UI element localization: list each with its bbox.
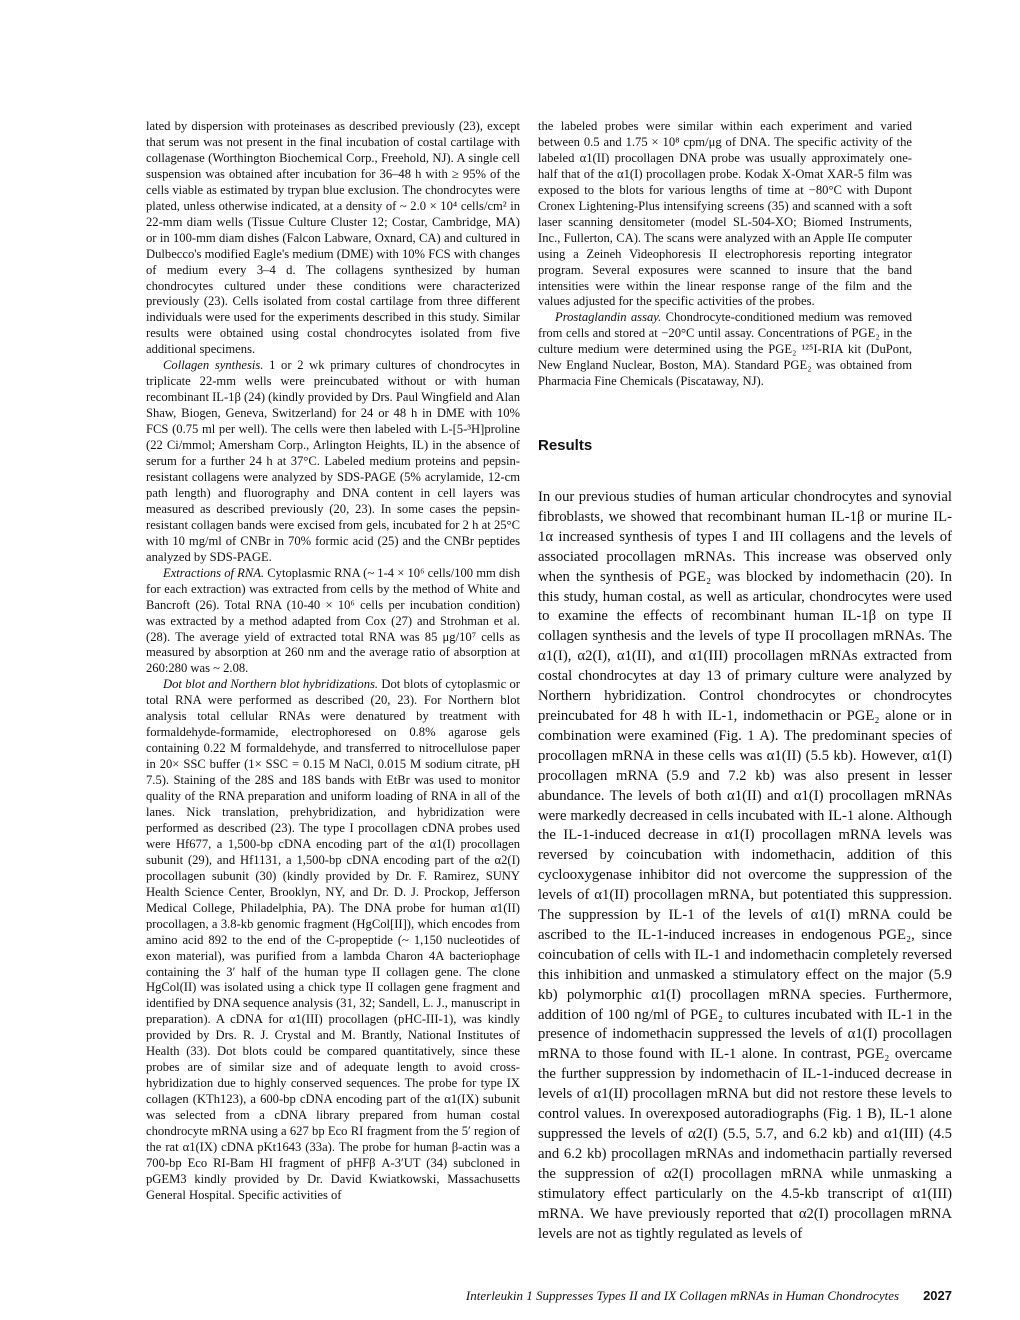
methods-paragraph-probe-activity: the labeled probes were similar within each experiment and varied between 0.5 and 1.75 × 10⁸ cpm/μg of DNA. The specific activity of the labeled α1(II) procollagen DNA probe was usually approximately one-half that of the α1(I) procollagen probe. Kodak X-Omat XAR-5 film was exposed to the blots for various lengths of time at −80°C with Dupont Cronex Lightening-Plus intensifying screens (35) and scanned with a soft laser scanning densitometer (model SL-504-XO; Biomed Instruments, Inc., Fullerton, CA). The scans were analyzed with an Apple IIe computer using a Zeineh Videophoresis II electrophoresis reporting integrator program. Several exposures were scanned to insure that the band intensities were within the linear response range of the film and the values adjusted for the specific activities of the probes.	[538, 119, 912, 309]
right-column	[538, 119, 912, 390]
results-heading: Results	[538, 437, 593, 454]
subheading-collagen-synthesis: Collagen synthesis.	[163, 358, 264, 373]
page-footer	[410, 1288, 952, 1304]
prostaglandin-assay-text: Chondrocyte-conditioned medium was removed from cells and stored at −20°C until assay. Concentrations of PGE₂ in the culture medium were determined using the PGE₂ ¹²⁵I-RIA kit (DuPont, New England Nuclear, Boston, MA). Standard PGE₂ was obtained from Pharmacia Fine Chemicals (Piscataway, NJ).	[538, 310, 912, 389]
rna-extraction-text: Cytoplasmic RNA (~ 1-4 × 10⁶ cells/100 mm dish for each extraction) was extracted from cells by the method of White and Bancroft (26). Total RNA (10-40 × 10⁶ cells per incubation condition) was extracted by a method adapted from Cox (27) and Strohman et al. (28). The average yield of extracted total RNA was 85 μg/10⁷ cells as measured by absorption at 260 nm and the average ratio of absorption at 260:280 was ~ 2.08.	[146, 565, 520, 676]
methods-paragraph-cell-isolation: lated by dispersion with proteinases as described previously (23), except that serum was not present in the final incubation of costal cartilage with collagenase (Worthington Biochemical Corp., Freehold, NJ). A single cell suspension was obtained after incubation for 36–48 h with ≥ 95% of the cells viable as estimated by trypan blue exclusion. The chondrocytes were plated, unless otherwise indicated, at a density of ~ 2.0 × 10⁴ cells/cm² in 22-mm diam wells (Tissue Culture Cluster 12; Costar, Cambridge, MA) or in 100-mm diam dishes (Falcon Labware, Oxnard, CA) and cultured in Dulbecco's modified Eagle's medium (DME) with 10% FCS with changes of medium every 3–4 d. The collagens synthesized by human chondrocytes cultured under these conditions were characterized previously (23). Cells isolated from costal cartilage from three different individuals were used for the experiments described in this study. Similar results were obtained using costal chondrocytes isolated from five additional specimens.	[146, 119, 520, 357]
methods-paragraph-rna-extraction	[146, 566, 520, 678]
subheading-rna-extraction: Extractions of RNA.	[163, 565, 265, 580]
running-title: Interleukin 1 Suppresses Types II and IX Collagen mRNAs in Human Chondrocytes	[465, 1288, 900, 1303]
subheading-blot-hybridization: Dot blot and Northern blot hybridizations.	[163, 677, 379, 692]
left-column	[146, 119, 520, 1204]
methods-paragraph-collagen-synthesis	[146, 358, 520, 565]
collagen-synthesis-text: 1 or 2 wk primary cultures of chondrocytes in triplicate 22-mm wells were preincubated without or with human recombinant IL-1β (24) (kindly provided by Drs. Paul Wingfield and Alan Shaw, Biogen, Geneva, Switzerland) for 24 or 48 h in DME with 10% FCS (0.75 ml per well). The cells were then labeled with L-[5-³H]proline (22 Ci/mmol; Amersham Corp., Arlington Heights, IL) in the absence of serum for a further 24 h at 37°C. Labeled medium proteins and pepsin-resistant collagens were analyzed by SDS-PAGE (5% acrylamide, 12-cm path length) and fluorography and DNA content in cell layers was measured as described previously (20, 23). In some cases the pepsin-resistant collagen bands were excised from gels, incubated for 2 h at 25°C with 10 mg/ml of CNBr in 70% formic acid (25) and the CNBr peptides analyzed by SDS-PAGE.	[146, 358, 520, 564]
blot-hybridization-text: Dot blots of cytoplasmic or total RNA were performed as described (20, 23). For Northern blot analysis total cellular RNAs were denatured by treatment with formaldehyde-formamide, electrophoresed on 0.8% agarose gels containing 0.22 M formaldehyde, and transferred to nitrocellulose paper in 20× SSC buffer (1× SSC = 0.15 M NaCl, 0.015 M sodium citrate, pH 7.5). Staining of the 28S and 18S bands with EtBr was used to monitor quality of the RNA preparation and uniform loading of RNA in all of the lanes. Nick translation, prehybridization, and hybridization were performed as described (23). The type I procollagen cDNA probes used were Hf677, a 1,500-bp cDNA encoding part of the α1(I) procollagen subunit (29), and Hf1131, a 1,500-bp cDNA encoding part of the α2(I) procollagen subunit (30) (kindly provided by Dr. F. Ramirez, SUNY Health Science Center, Brooklyn, NY, and Dr. D. J. Prockop, Jefferson Medical College, Philadelphia, PA). The DNA probe for human α1(II) procollagen, a 3.8-kb genomic fragment (HgCol[II]), which encodes from amino acid 892 to the end of the C-propeptide (~ 1,150 nucleotides of exon material), was purified from a lambda Charon 4A bacteriophage containing the 3′ half of the human type II collagen gene. The clone HgCol(II) was isolated using a chick type II collagen gene fragment and identified by DNA sequence analysis (31, 32; Sandell, L. J., manuscript in preparation). A cDNA for α1(III) procollagen (pHC-III-1), was kindly provided by Drs. R. J. Crystal and M. Brantly, National Institutes of Health (33). Dot blots could be compared quantitatively, since these probes are of similar size and of adequate length to avoid cross-hybridization due to highly conserved sequences. The probe for type IX collagen (KTh123), a 600-bp cDNA encoding part of the α1(IX) subunit was selected from a cDNA library prepared from human costal chondrocyte mRNA using a 627 bp Eco RI fragment from the 5′ region of the rat α1(IX) cDNA pKt1643 (33a). The probe for human β-actin was a 700-bp Eco RI-Bam HI fragment of pHFβ A-3′UT (34) subcloned in pGEM3 kindly provided by Dr. David Kwiatkowski, Massachusetts General Hospital. Specific activities of	[146, 677, 520, 1202]
results-paragraph: In our previous studies of human articular chondrocytes and synovial fibroblasts, we showed that recombinant human IL-1β or murine IL-1α increased synthesis of types I and III collagens and the levels of associated procollagen mRNAs. This increase was observed only when the synthesis of PGE₂ was blocked by indomethacin (20). In this study, human costal, as well as articular, chondrocytes were used to examine the effects of recombinant human IL-1β on type II collagen synthesis and the levels of type II procollagen mRNAs. The α1(I), α2(I), α1(II), and α1(III) procollagen mRNAs extracted from costal chondrocytes at day 13 of primary culture were analyzed by Northern hybridization. Control chondrocytes or chondrocytes preincubated for 48 h with IL-1, indomethacin or PGE₂ alone or in combination were examined (Fig. 1 A). The predominant species of procollagen mRNA in these cells was α1(II) (5.5 kb). However, α1(I) procollagen mRNA (5.9 and 7.2 kb) was also present in lesser abundance. The levels of both α1(II) and α1(I) procollagen mRNAs were markedly decreased in cells incubated with IL-1 alone. Although the IL-1-induced decrease in α1(I) procollagen mRNA levels was reversed by coincubation with indomethacin, addition of this cyclooxygenase inhibitor did not overcome the suppression of the levels of α1(II) procollagen mRNA, but potentiated this suppression. The suppression by IL-1 of the levels of α1(I) mRNA could be ascribed to the IL-1-induced increases in endogenous PGE₂, since coincubation of cells with IL-1 and indomethacin completely reversed this inhibition and unmasked a stimulatory effect on the major (5.9 kb) polymorphic α1(I) procollagen mRNA species. Furthermore, addition of 100 ng/ml of PGE₂ to cultures incubated with IL-1 in the presence of indomethacin suppressed the levels of α1(I) procollagen mRNA to those found with IL-1 alone. In contrast, PGE₂ overcame the further suppression by indomethacin of IL-1-induced decrease in levels of α1(II) procollagen mRNA but did not restore these levels to control values. In overexposed autoradiographs (Fig. 1 B), IL-1 alone suppressed the levels of α2(I) (5.5, 5.7, and 6.2 kb) and α1(III) (4.5 and 6.2 kb) procollagen mRNAs and indomethacin partially reversed the suppression of α2(I) procollagen mRNA while unmasking a stimulatory effect particularly on the 4.5-kb transcript of α1(III) mRNA. We have previously reported that α2(I) procollagen mRNA levels are not as tightly regulated as levels of	[538, 489, 952, 1242]
page-number: 2027	[923, 1288, 952, 1303]
subheading-prostaglandin-assay: Prostaglandin assay.	[555, 310, 662, 325]
methods-paragraph-prostaglandin-assay	[538, 310, 912, 390]
methods-paragraph-blot-hybridization	[146, 677, 520, 1203]
